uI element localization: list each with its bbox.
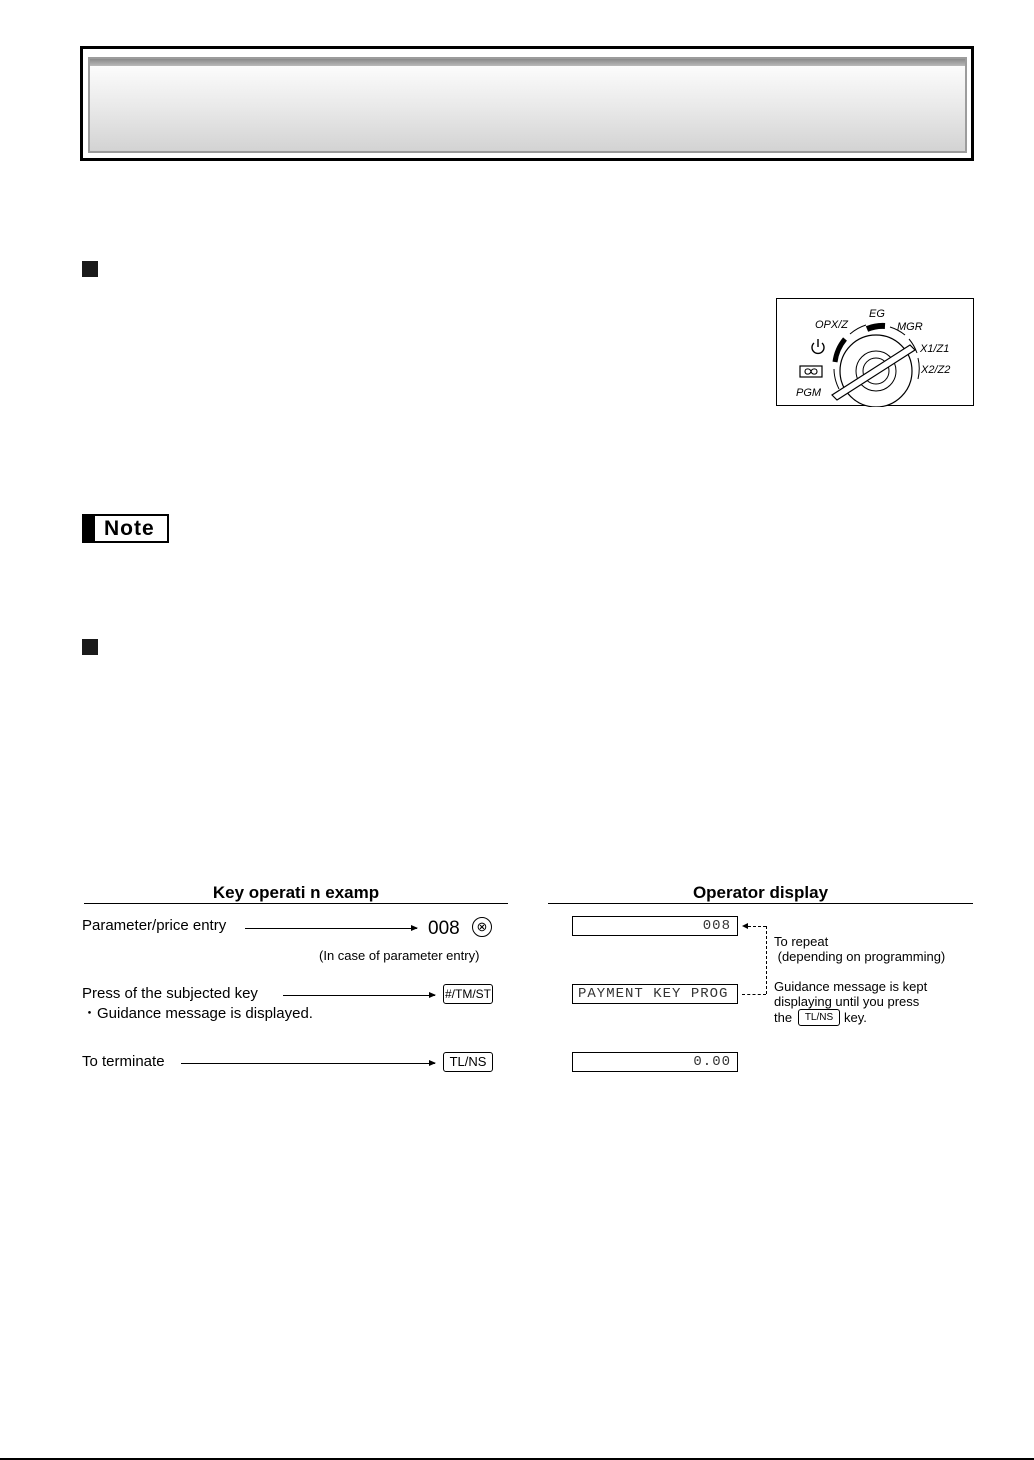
parameter-entry-label: Parameter/price entry (82, 917, 227, 934)
guidance-note-the: the (774, 1010, 793, 1025)
repeat-note-line2: (depending on programming) (774, 949, 946, 964)
display-screen-3: 0.00 (572, 1052, 738, 1072)
mode-opxz-label: OPX/Z (815, 319, 849, 331)
parameter-entry-note: (In case of parameter entry) (319, 948, 480, 963)
repeat-connector-bottom (742, 994, 766, 995)
guidance-note-line1: Guidance message is kept (774, 979, 928, 994)
section-bullet-1 (82, 261, 98, 277)
display-screen-2: PAYMENT KEY PROG (572, 984, 738, 1004)
mode-x2z2-label: X2/Z2 (921, 364, 951, 376)
operator-key-icon (800, 366, 822, 377)
parameter-entry-arrow (245, 928, 417, 929)
operator-display-heading: Operator display (692, 883, 829, 902)
repeat-arrowhead (742, 923, 748, 929)
repeat-connector-vertical (766, 926, 767, 994)
section-bullet-2 (82, 639, 98, 655)
guidance-note-end: key. (844, 1010, 867, 1025)
repeat-connector-top (748, 926, 766, 927)
guidance-note-line2: displaying until you press (774, 994, 920, 1009)
terminate-label: To terminate (82, 1053, 165, 1070)
key-operation-heading: Key operati n examp (212, 883, 380, 902)
mode-mgr-label: MGR (897, 321, 923, 333)
tm-st-key[interactable]: #/TM/ST (443, 984, 493, 1004)
mode-pgm-label: PGM (796, 387, 822, 399)
mode-x1z1-label: X1/Z1 (920, 343, 950, 355)
mode-switch-illustration (776, 298, 974, 406)
multiply-key-icon[interactable]: ⊗ (472, 917, 492, 937)
power-icon (812, 339, 824, 353)
terminate-arrow (181, 1063, 435, 1064)
note-tag-label: Note (104, 517, 155, 540)
mode-eg-label: EG (869, 308, 885, 320)
guidance-bullet: ・Guidance message is displayed. (82, 1005, 313, 1022)
guidance-tl-ns-key: TL/NS (798, 1009, 840, 1026)
title-banner (80, 46, 974, 161)
repeat-note-line1: To repeat (774, 934, 829, 949)
tl-ns-key[interactable]: TL/NS (443, 1052, 493, 1072)
note-tag-bar (84, 516, 95, 541)
display-screen-1: 008 (572, 916, 738, 936)
operator-display-rule (548, 903, 973, 904)
subjected-key-label: Press of the subjected key (82, 985, 258, 1002)
title-banner-inner (88, 57, 967, 153)
eg-position-marker (867, 326, 885, 329)
subjected-key-arrow (283, 995, 435, 996)
parameter-entry-value: 008 (428, 918, 460, 939)
mode-switch-dial (777, 299, 975, 407)
key-operation-rule (84, 903, 508, 904)
note-tag (82, 514, 169, 543)
